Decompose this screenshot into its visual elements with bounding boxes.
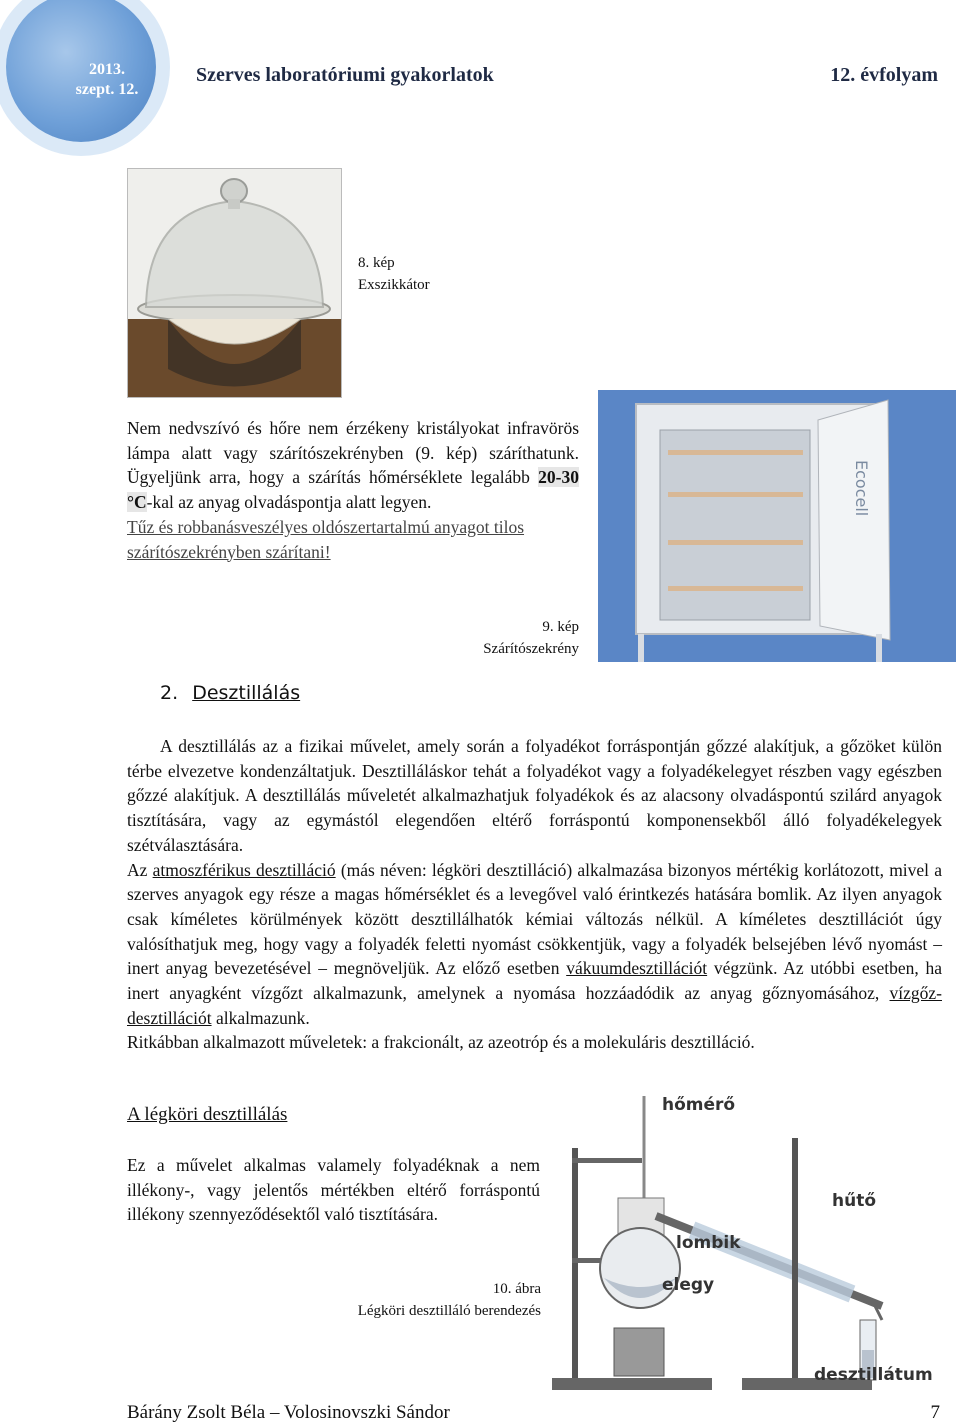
section-heading (160, 682, 300, 704)
header-grade: 12. évfolyam (830, 64, 938, 86)
header-date: 2013. szept. 12. (75, 61, 139, 98)
fig8-number: 8. kép (358, 255, 395, 271)
methods-paragraph: Az atmoszférikus desztilláció (más néven: légköri desztilláció) alkalmazása bizonyos mértékig korlátozott, mivel a szerves anyagok egy része a magas hőmérséklet és a levegővel való érintkezés hatására bomlik. Az ilyen anyagok csak kíméletes körülmények között desztillálhatók kémiai változás nélkül. A kíméletes desztillációt úgy valósíthatjuk meg, hogy vagy a folyadék feletti nyomást csökkentjük, vagy a folyadék belsejében lévő nyomást – inert anyag bevezetésével – megnöveljük. Az előző esetben vákuumdesztillációt végzünk. Az utóbbi esetben, ha inert anyagként vízgőzt alkalmazunk, amelynek a nyomása hozzáadódik az anyag gőznyomásához, vízgőz-desztillációt alkalmazunk. (127, 859, 943, 1028)
drying-warning: Tűz és robbanásveszélyes oldószertartalmú anyagot tilos szárítószekrényben szárítani! (127, 516, 525, 562)
label-distillate: desztillátum (814, 1365, 933, 1385)
fig9-caption (465, 616, 579, 660)
vacuum-distillation-term: vákuumdesztillációt (566, 958, 708, 979)
desiccator-image (127, 168, 342, 398)
temperature-highlight: 20-30 °C (127, 467, 579, 513)
label-cooler: hűtő (832, 1191, 877, 1211)
fig9-number: 9. kép (542, 619, 579, 635)
fig8-title: Exszikkátor (358, 277, 430, 293)
label-thermometer: hőmérő (662, 1095, 736, 1115)
fig10-caption (300, 1278, 541, 1322)
drying-oven-image (598, 390, 956, 662)
steam-distillation-term: vízgőz-desztillációt (127, 983, 942, 1028)
drying-paragraph: Nem nedvszívó és hőre nem érzékeny kristályokat infravörös lámpa alatt vagy szárítószekrényben (9. kép) száríthatunk. Ügyeljünk arra, hogy a szárítás hőmérséklete legalább 20-30 °C-kal az anyag olvadáspontja alatt legyen. Tűz és robbanásveszélyes oldószertartalmú anyagot tilos szárítószekrényben szárítani! (127, 416, 579, 564)
intro-paragraph: A desztillálás az a fizikai művelet, amely során a folyadékot forráspontján gőzzé alakítjuk, a gőzöket külön térbe elvezetve kondenzáltatjuk. Desztilláláskor tehát a folyadékot vagy a folyadékelegyet részben vagy egészben gőzzé alakítjuk. A desztillálás műveletét alkalmazhatjuk folyadékok és az alacsony olvadáspontú szilárd anyagok tisztítására, vagy az egymástól elegendően eltérő forráspontú komponensekből álló folyadékelegyek szétválasztására. (127, 736, 942, 855)
distillation-apparatus-image (552, 1088, 952, 1398)
page-number: 7 (930, 1402, 940, 1423)
label-flask: lombik (676, 1233, 741, 1253)
distillation-text (127, 734, 942, 1055)
section-title: Desztillálás (192, 682, 301, 704)
atmospheric-heading: A légköri desztillálás (127, 1104, 288, 1125)
section-number: 2. (160, 682, 179, 704)
oven-brand-label: Ecocell (852, 460, 871, 517)
header-title: Szerves laboratóriumi gyakorlatok (196, 64, 494, 86)
atmospheric-text: Ez a művelet alkalmas valamely folyadéknak a nem illékony-, vagy jelentős mértékben eltérő forráspontú illékony szennyeződésektől való tisztítására. (127, 1155, 540, 1225)
fig8-caption (358, 252, 430, 296)
fig10-number: 10. ábra (492, 1281, 541, 1297)
atmospheric-distillation-term: atmoszférikus desztilláció (152, 859, 336, 880)
footer-authors: Bárány Zsolt Béla – Volosinovszki Sándor (127, 1402, 450, 1423)
fig10-title: Légköri desztilláló berendezés (357, 1303, 541, 1319)
label-mixture: elegy (662, 1275, 715, 1295)
rare-methods-line: Ritkábban alkalmazott műveletek: a frakcionált, az azeotróp és a molekuláris desztilláció. (127, 1032, 755, 1053)
fig9-title: Szárítószekrény (483, 641, 579, 657)
